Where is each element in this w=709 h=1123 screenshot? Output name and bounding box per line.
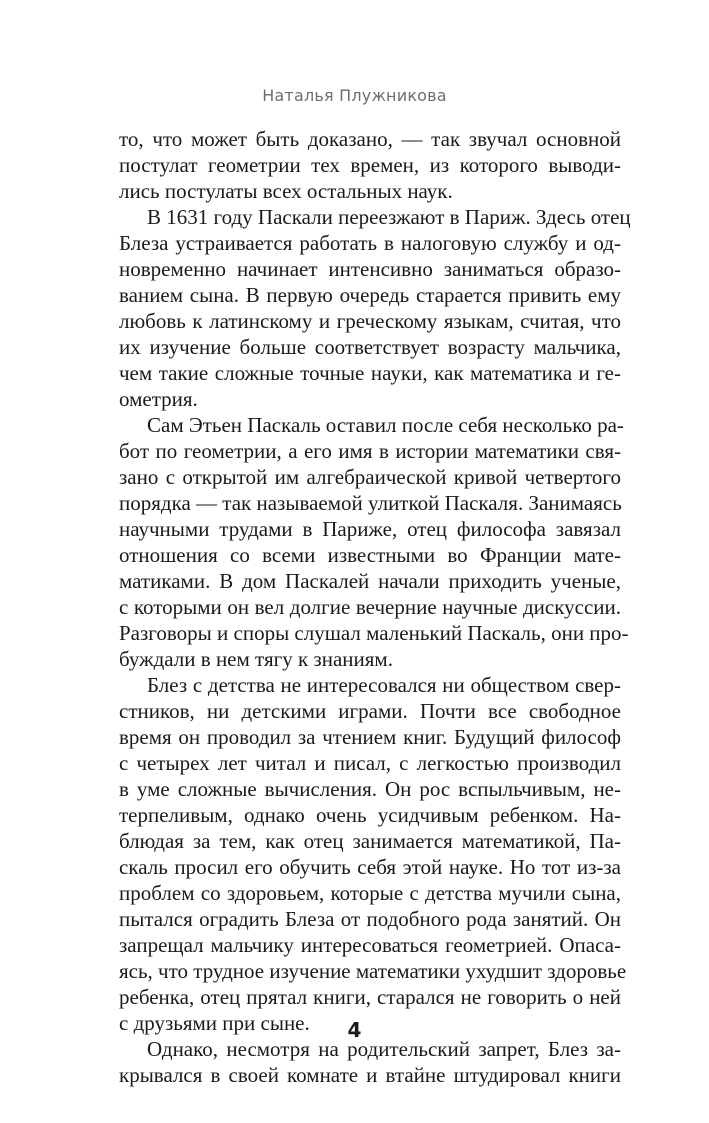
text-line: порядка — так называемой улиткой Паскаля. Занимаясь: [119, 491, 622, 515]
text-line: пытался оградить Блеза от подобного рода занятий. Он: [119, 907, 621, 931]
text-line: любовь к латинскому и греческому языкам, считая, что: [119, 309, 621, 333]
text-line: проблем со здоровьем, которые с детства мучили сына,: [119, 881, 621, 905]
text-line: В 1631 году Паскали переезжают в Париж. Здесь отец: [147, 205, 631, 229]
page-number: 4: [347, 1018, 362, 1042]
text-line: научными трудами в Париже, отец философа завязал: [119, 517, 621, 541]
text-line: ясь, что трудное изучение математики ухудшит здоровье: [119, 959, 627, 983]
text-line: новременно начинает интенсивно заниматься образо-: [119, 257, 621, 281]
text-line: в уме сложные вычисления. Он рос вспыльчивым, не-: [119, 777, 621, 801]
text-line: их изучение больше соответствует возрасту мальчика,: [119, 335, 621, 359]
paragraph: [119, 126, 621, 204]
paragraph: [119, 412, 629, 672]
text-line: Сам Этьен Паскаль оставил после себя несколько ра-: [147, 413, 624, 437]
text-line: буждали в нем тягу к знаниям.: [119, 647, 393, 671]
text-line: ванием сына. В первую очередь старается привить ему: [119, 283, 621, 307]
text-line: лись постулаты всех остальных наук.: [119, 179, 453, 203]
text-line: постулат геометрии тех времен, из которого выводи-: [119, 153, 621, 177]
text-line: бот по геометрии, а его имя в истории математики свя-: [119, 439, 621, 463]
text-line: с которыми он вел долгие вечерние научные дискуссии.: [119, 595, 621, 619]
text-line: отношения со всеми известными во Франции мате-: [119, 543, 621, 567]
text-line: Блез с детства не интересовался ни обществом свер-: [147, 673, 621, 697]
text-line: ометрия.: [119, 387, 198, 411]
text-line: терпеливым, однако очень усидчивым ребенком. На-: [119, 803, 621, 827]
text-line: время он проводил за чтением книг. Будущий философ: [119, 725, 621, 749]
paragraph: [119, 204, 631, 412]
running-head: Наталья Плужникова: [262, 86, 447, 105]
text-line: с четырех лет читал и писал, с легкостью производил: [119, 751, 621, 775]
text-line: Блеза устраивается работать в налоговую службу и од-: [119, 231, 621, 255]
text-line: блюдая за тем, как отец занимается математикой, Па-: [119, 829, 621, 853]
text-line: ребенка, отец прятал книги, старался не говорить о ней: [119, 985, 621, 1009]
text-line: матиками. В дом Паскалей начали приходить ученые,: [119, 569, 621, 593]
text-line: Однако, несмотря на родительский запрет, Блез за-: [147, 1037, 621, 1061]
text-line: крывался в своей комнате и втайне штудировал книги: [119, 1063, 621, 1087]
text-line: стников, ни детскими играми. Почти все свободное: [119, 699, 621, 723]
paragraph: [119, 1036, 621, 1088]
text-line: чем такие сложные точные науки, как математика и ге-: [119, 361, 621, 385]
paragraph: [119, 672, 627, 1036]
text-line: с друзьями при сыне.: [119, 1011, 310, 1035]
body-text: [119, 126, 631, 1088]
text-line: скаль просил его обучить себя этой науке. Но тот из-за: [119, 855, 621, 879]
text-line: то, что может быть доказано, — так звучал основной: [119, 127, 621, 151]
text-line: запрещал мальчику интересоваться геометрией. Опаса-: [119, 933, 621, 957]
text-line: зано с открытой им алгебраической кривой четвертого: [119, 465, 621, 489]
text-line: Разговоры и споры слушал маленький Паскаль, они про-: [119, 621, 629, 645]
